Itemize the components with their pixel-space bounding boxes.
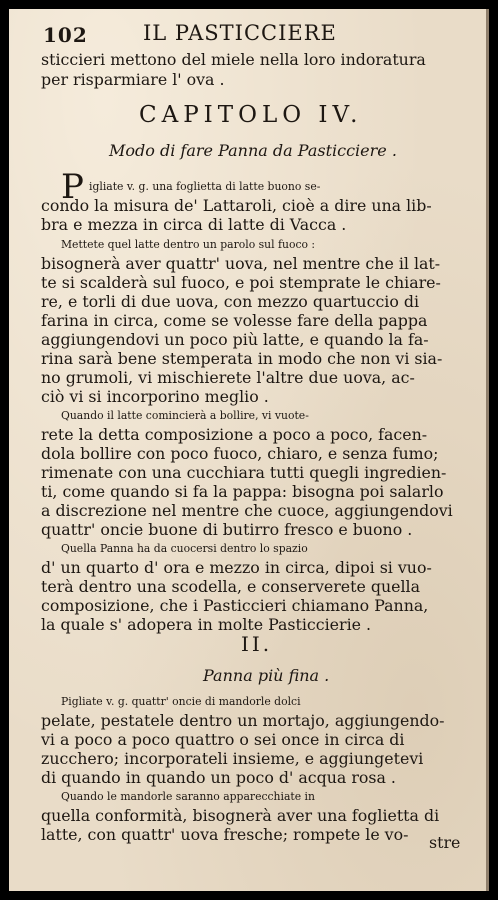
text-line: rina sarà bene stemperata in modo che non vi sia-: [41, 349, 443, 368]
text-line: composizione, che i Pasticcieri chiamano Panna,: [41, 596, 429, 615]
text-line: dola bollire con poco fuoco, chiaro, e senza fumo;: [41, 444, 439, 463]
text-line: di quando in quando un poco d' acqua rosa .: [41, 768, 396, 787]
text-line: condo la misura de' Lattaroli, cioè a dire una lib-: [41, 196, 432, 215]
text-line: Quando il latte comincierà a bollire, vi vuote-: [61, 409, 309, 422]
catchword: stre: [429, 833, 461, 852]
drop-cap: P: [61, 167, 84, 207]
text-line: latte, con quattr' uova fresche; rompete le vo-: [41, 825, 409, 844]
text-line: Quando le mandorle saranno apparecchiate in: [61, 790, 315, 803]
text-line: terà dentro una scodella, e conserverete quella: [41, 577, 420, 596]
text-line: ciò vi si incorporino meglio .: [41, 387, 269, 406]
text-line: Pigliate v. g. quattr' oncie di mandorle dolci: [61, 695, 301, 708]
text-line: quella conformità, bisognerà aver una foglietta di: [41, 806, 440, 825]
text-line: per risparmiare l' ova .: [41, 70, 225, 89]
chapter-subtitle: Modo di fare Panna da Pasticciere .: [109, 141, 397, 160]
text-line: d' un quarto d' ora e mezzo in circa, dipoi si vuo-: [41, 558, 432, 577]
text-line: a discrezione nel mentre che cuoce, aggiungendovi: [41, 501, 453, 520]
text-line: no grumoli, vi mischierete l'altre due uova, ac-: [41, 368, 415, 387]
text-line: Mettete quel latte dentro un parolo sul fuoco :: [61, 238, 316, 251]
book-page: [9, 9, 489, 891]
text-line: igliate v. g. una foglietta di latte buono se-: [89, 180, 321, 193]
section-heading: II.: [241, 632, 273, 656]
text-line: vi a poco a poco quattro o sei once in circa di: [41, 730, 405, 749]
chapter-heading: CAPITOLO IV.: [139, 102, 363, 128]
text-line: quattr' oncie buone di butirro fresco e buono .: [41, 520, 413, 539]
text-line: re, e torli di due uova, con mezzo quartuccio di: [41, 292, 420, 311]
text-line: zucchero; incorporateli insieme, e aggiungetevi: [41, 749, 424, 768]
text-line: rimenate con una cucchiara tutti quegli ingredien-: [41, 463, 447, 482]
section-subtitle: Panna più fina .: [203, 666, 330, 685]
text-line: te si scalderà sul fuoco, e poi stemprate le chiare-: [41, 273, 441, 292]
text-line: pelate, pestatele dentro un mortajo, aggiungendo-: [41, 711, 445, 730]
text-line: bisognerà aver quattr' uova, nel mentre che il lat-: [41, 254, 441, 273]
text-line: aggiungendovi un poco più latte, e quando la fa-: [41, 330, 429, 349]
page-header: [43, 21, 463, 49]
text-line: Quella Panna ha da cuocersi dentro lo spazio: [61, 542, 308, 555]
text-line: sticcieri mettono del miele nella loro indoratura: [41, 50, 426, 69]
page-number: 102: [43, 23, 88, 47]
text-line: bra e mezza in circa di latte di Vacca .: [41, 215, 347, 234]
text-line: la quale s' adopera in molte Pasticcierie .: [41, 615, 372, 634]
running-title: IL PASTICCIERE: [143, 21, 337, 45]
text-line: farina in circa, come se volesse fare della pappa: [41, 311, 428, 330]
text-line: ti, come quando si fa la pappa: bisogna poi salarlo: [41, 482, 444, 501]
text-line: rete la detta composizione a poco a poco, facen-: [41, 425, 428, 444]
